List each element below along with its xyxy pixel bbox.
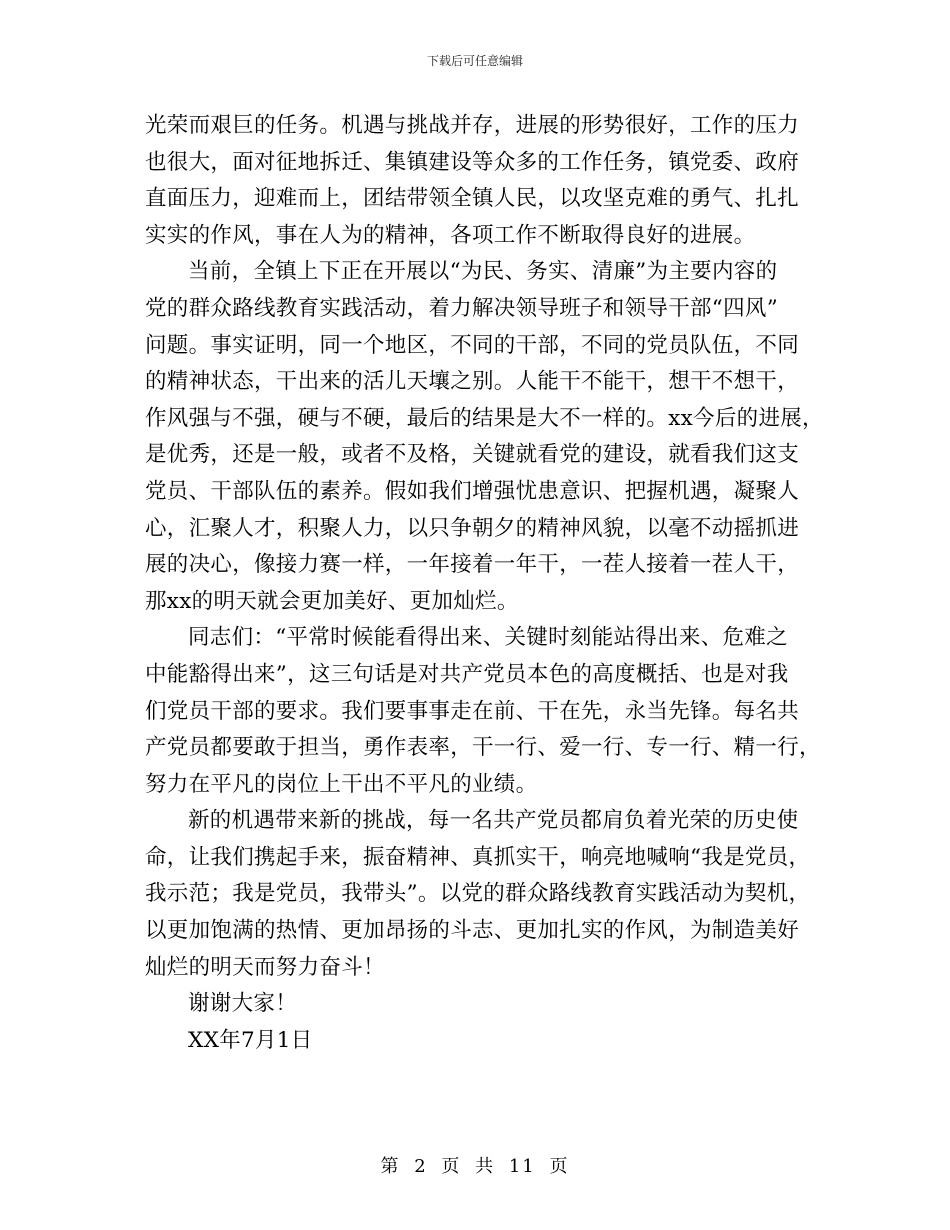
closing-thanks: 谢谢大家！: [188, 991, 298, 1017]
text-line: 的精神状态，干出来的活儿天壤之别。人能干不能干，想干不想干，: [145, 369, 800, 395]
text-line: 产党员都要敢于担当，勇作表率，干一行、爱一行、专一行、精一行，: [145, 735, 821, 761]
page-header-note: 下载后可任意编辑: [426, 54, 523, 68]
text-line: 光荣而艰巨的任务。机遇与挑战并存，进展的形势很好，工作的压力: [145, 113, 800, 138]
text-line: 努力在平凡的岗位上干出不平凡的业绩。: [145, 771, 538, 797]
closing-date: XX年7月1日: [188, 1027, 313, 1053]
text-line: 灿烂的明天而努力奋斗！: [145, 954, 385, 980]
text-line: 中能豁得出来”，这三句话是对共产党员本色的高度概括、也是对我: [145, 661, 789, 687]
text-line: 直面压力，迎难而上，团结带领全镇人民，以攻坚克难的勇气、扎扎: [145, 186, 800, 212]
paragraph-start-line: 当前，全镇上下正在开展以“为民、务实、清廉”为主要内容的: [188, 259, 778, 285]
text-line: 以更加饱满的热情、更加昂扬的斗志、更加扎实的作风，为制造美好: [145, 918, 800, 944]
text-line: 党的群众路线教育实践活动，着力解决领导班子和领导干部“四风”: [145, 295, 778, 321]
text-line: 问题。事实证明，同一个地区，不同的干部，不同的党员队伍，不同: [145, 332, 800, 358]
text-line: 那xx的明天就会更加美好、更加灿烂。: [145, 588, 519, 614]
text-line: 是优秀，还是一般，或者不及格，关键就看党的建设，就看我们这支: [145, 442, 800, 468]
paragraph-start-line: 同志们：“平常时候能看得出来、关键时刻能站得出来、危难之: [188, 625, 788, 651]
text-line: 展的决心，像接力赛一样，一年接着一年干，一茬人接着一茬人干，: [145, 552, 800, 578]
text-line: 们党员干部的要求。我们要事事走在前、干在先，永当先锋。每名共: [145, 698, 800, 724]
text-line: 作风强与不强，硬与不硬，最后的结果是大不一样的。xx今后的进展，: [145, 405, 824, 431]
text-line: 党员、干部队伍的素养。假如我们增强忧患意识、把握机遇，凝聚人: [145, 478, 800, 504]
paragraph-start-line: 新的机遇带来新的挑战，每一名共产党员都肩负着光荣的历史使: [188, 808, 799, 834]
text-line: 实实的作风，事在人为的精神，各项工作不断取得良好的进展。: [145, 222, 756, 248]
page-number: 第 2 页 共 11 页: [380, 1156, 570, 1177]
text-line: 我示范；我是党员，我带头”。以党的群众路线教育实践活动为契机，: [145, 881, 811, 907]
text-line: 心，汇聚人才，积聚人力，以只争朝夕的精神风貌，以毫不动摇抓进: [145, 515, 800, 541]
text-line: 也很大，面对征地拆迁、集镇建设等众多的工作任务，镇党委、政府: [145, 149, 800, 175]
text-line: 命，让我们携起手来，振奋精神、真抓实干，响亮地喊响“我是党员，: [145, 844, 811, 870]
document-body: [145, 108, 824, 1059]
